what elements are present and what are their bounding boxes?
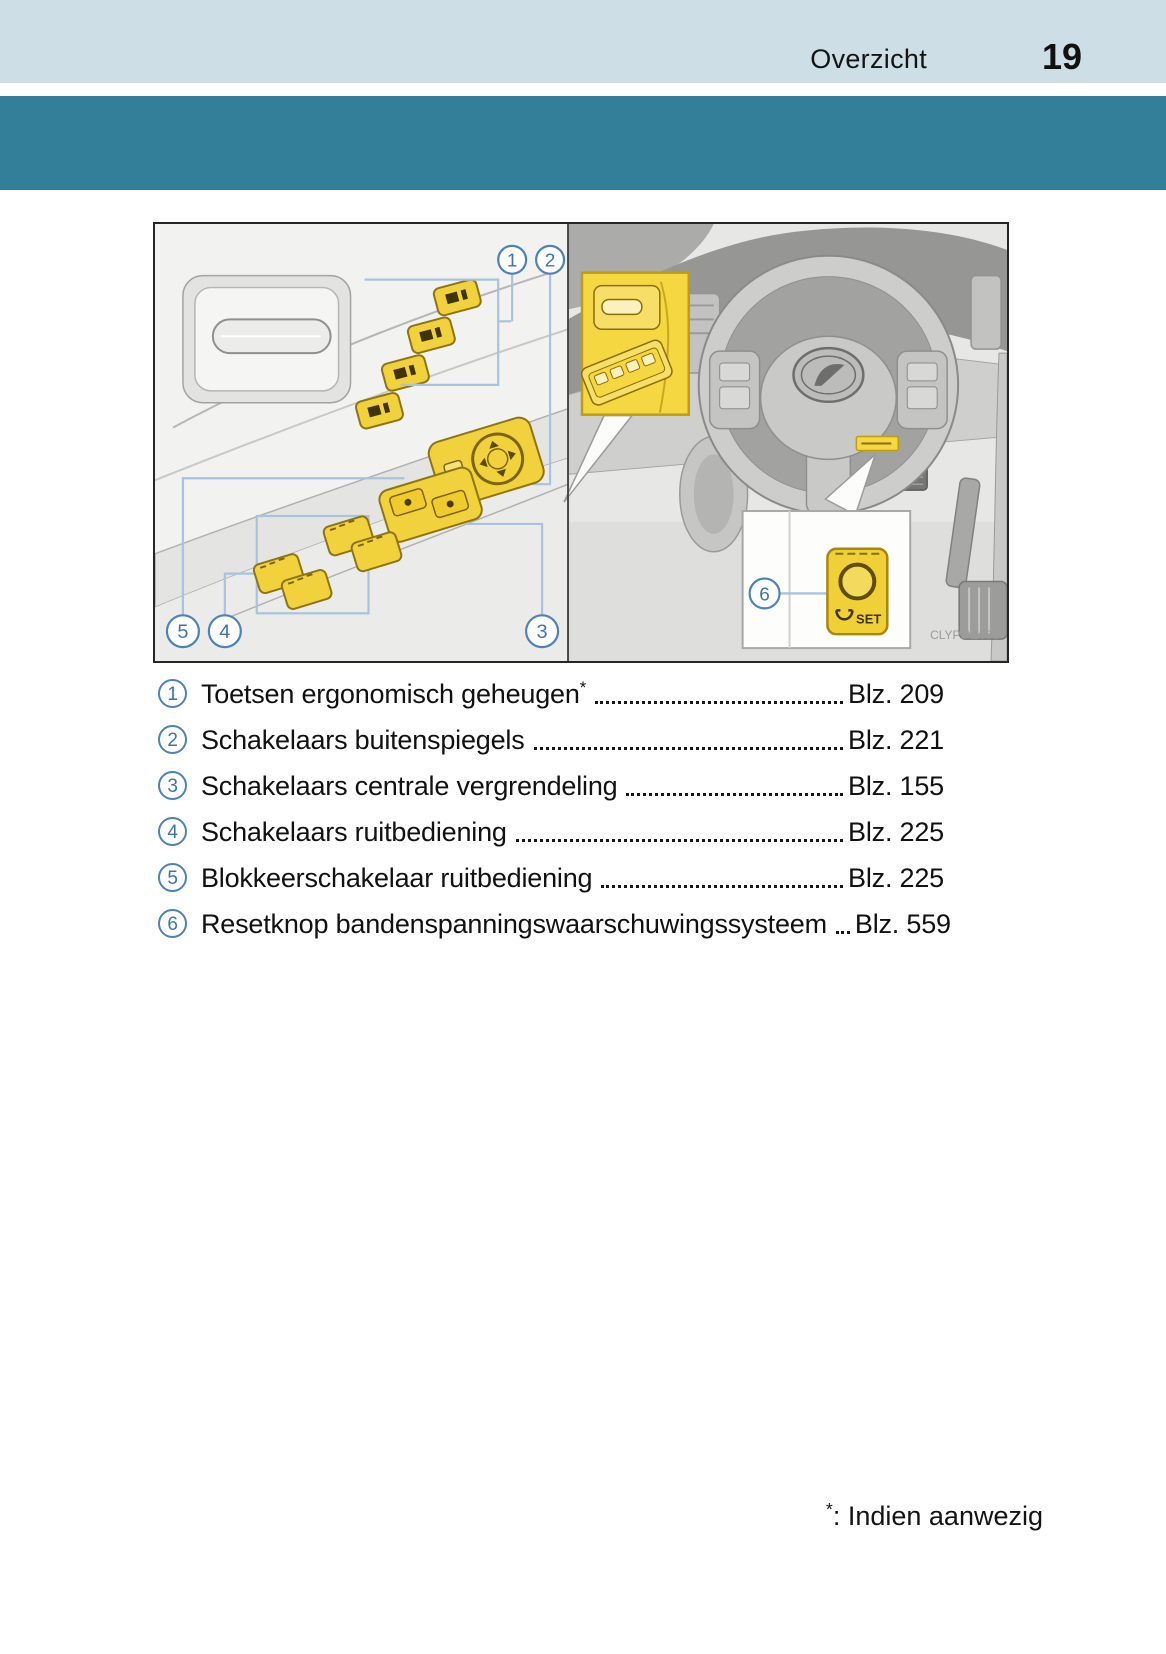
lexus-logo bbox=[794, 348, 864, 402]
svg-text:4: 4 bbox=[219, 621, 231, 644]
page-reference: Blz. 559 bbox=[854, 909, 951, 939]
svg-text:1: 1 bbox=[506, 250, 518, 272]
door-handle bbox=[183, 276, 351, 403]
index-row bbox=[158, 894, 951, 940]
footnote-marker: * bbox=[579, 678, 586, 697]
section-title: Overzicht bbox=[810, 44, 927, 74]
dotted-leader bbox=[516, 839, 843, 842]
page-reference: Blz. 209 bbox=[848, 679, 944, 709]
callout-number: 2 bbox=[158, 725, 187, 754]
figure-drawing bbox=[155, 224, 1007, 661]
callout-4 bbox=[209, 615, 241, 647]
figure-code: CLYPIAZ098 bbox=[930, 628, 1000, 643]
callout-2 bbox=[536, 246, 564, 274]
section-banner bbox=[0, 96, 1166, 190]
index-row bbox=[158, 664, 944, 710]
page-reference: Blz. 225 bbox=[848, 863, 944, 893]
steering-wheel bbox=[699, 256, 958, 514]
page-reference: Blz. 225 bbox=[848, 817, 944, 847]
callout-number: 3 bbox=[158, 771, 187, 800]
callout-number: 4 bbox=[158, 817, 187, 846]
callout-1 bbox=[498, 246, 526, 274]
index-row bbox=[158, 802, 944, 848]
callout-3 bbox=[526, 615, 558, 647]
callout-5 bbox=[167, 615, 199, 647]
index-row bbox=[158, 710, 944, 756]
dotted-leader bbox=[626, 793, 843, 796]
callout-number: 5 bbox=[158, 863, 187, 892]
callout-number: 6 bbox=[158, 909, 187, 938]
interior-overview-figure bbox=[153, 222, 1009, 663]
index-label: Blokkeerschakelaar ruitbediening bbox=[201, 863, 593, 893]
callout-number: 1 bbox=[158, 679, 187, 708]
index-row bbox=[158, 756, 944, 802]
page-reference: Blz. 155 bbox=[848, 771, 944, 801]
footnote-text: : Indien aanwezig bbox=[832, 1501, 1043, 1531]
index-label: Resetknop bandenspanningswaarschuwingssysteem bbox=[201, 909, 827, 939]
page-reference: Blz. 221 bbox=[848, 725, 944, 755]
dotted-leader bbox=[836, 931, 850, 934]
dotted-leader bbox=[534, 747, 844, 750]
dotted-leader bbox=[595, 701, 843, 704]
footnote bbox=[826, 1501, 1043, 1532]
page-number: 19 bbox=[1041, 36, 1082, 77]
callout-6 bbox=[750, 579, 780, 609]
footnote-star: * bbox=[825, 1499, 833, 1519]
svg-text:5: 5 bbox=[177, 621, 189, 644]
index-label: Schakelaars centrale vergrendeling bbox=[201, 771, 618, 801]
index-label: Schakelaars ruitbediening bbox=[201, 817, 507, 847]
set-button-label: SET bbox=[856, 611, 882, 627]
index-list bbox=[158, 664, 951, 940]
set-button bbox=[827, 549, 887, 634]
dotted-leader bbox=[601, 885, 843, 888]
index-label: Toetsen ergonomisch geheugen* bbox=[201, 678, 586, 709]
index-label: Schakelaars buitenspiegels bbox=[201, 725, 525, 755]
svg-text:3: 3 bbox=[536, 621, 548, 644]
page-header bbox=[0, 0, 1166, 83]
index-row bbox=[158, 848, 944, 894]
svg-text:6: 6 bbox=[759, 584, 770, 606]
svg-text:2: 2 bbox=[544, 250, 556, 272]
